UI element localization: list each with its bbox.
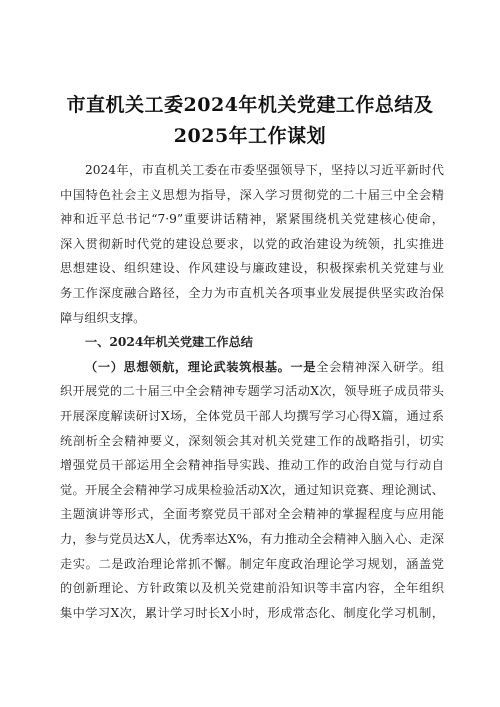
intro-line: 中国特色社会主义思想为指导，深入学习贯彻党的二十届三中全会精 [60, 187, 444, 202]
point-lead: 一是 [290, 359, 317, 374]
paragraph-line: 织开展党的二十届三中全会精神专题学习活动X次，领导班子成员带头 [60, 384, 444, 399]
intro-line: 2024年，市直机关工委在市委坚强领导下，坚持以习近平新时代 [85, 163, 444, 177]
document-body [60, 158, 444, 625]
paragraph-line: 力，参与党员达X人，优秀率达X%，有力推动全会精神入脑入心、走深 [60, 531, 444, 546]
paragraph-line: 走实。二是政治理论常抓不懈。制定年度政治理论学习规划，涵盖党 [60, 556, 444, 571]
paragraph-line: 开展深度解读研讨X场，全体党员干部人均撰写学习心得X篇，通过系 [60, 408, 444, 423]
intro-line: 障与组织支撑。 [60, 310, 146, 325]
paragraph-line: 集中学习X次，累计学习时长X小时，形成常态化、制度化学习机制， [60, 605, 444, 620]
intro-line: 思想建设、组织建设、作风建设与廉政建设，积极探索机关党建与业 [60, 261, 444, 276]
paragraph-line: 主题演讲等形式，全面考察党员干部对全会精神的掌握程度与应用能 [60, 507, 444, 522]
paragraph-line: 增强党员干部运用全会精神指导实践、推动工作的政治自觉与行动自 [60, 458, 444, 473]
paragraph-line: 的创新理论、方针政策以及机关党建前沿知识等丰富内容，全年组织 [60, 581, 444, 596]
paragraph-text: 全会精神深入研学。组 [316, 359, 444, 374]
subsection-first-line [60, 355, 444, 380]
document-title-line-2: 2025年工作谋划 [173, 125, 327, 147]
intro-line: 神和近平总书记“7·9”重要讲话精神，紧紧围绕机关党建核心使命， [60, 212, 444, 227]
intro-line: 务工作深度融合路径，全力为市直机关各项事业发展提供坚实政治保 [60, 285, 444, 300]
subsection-heading: （一）思想领航，理论武装筑根基。 [85, 359, 291, 374]
document-title-line-1: 市直机关工委2024年机关党建工作总结及 [66, 94, 434, 116]
intro-line: 深入贯彻新时代党的建设总要求，以党的政治建设为统领，扎实推进 [60, 236, 444, 251]
section-heading: 一、2024年机关党建工作总结 [85, 335, 253, 350]
paragraph-line: 觉。开展全会精神学习成果检验活动X次，通过知识竞赛、理论测试、 [60, 482, 444, 497]
paragraph-line: 统剖析全会精神要义，深刻领会其对机关党建工作的战略指引，切实 [60, 433, 444, 448]
